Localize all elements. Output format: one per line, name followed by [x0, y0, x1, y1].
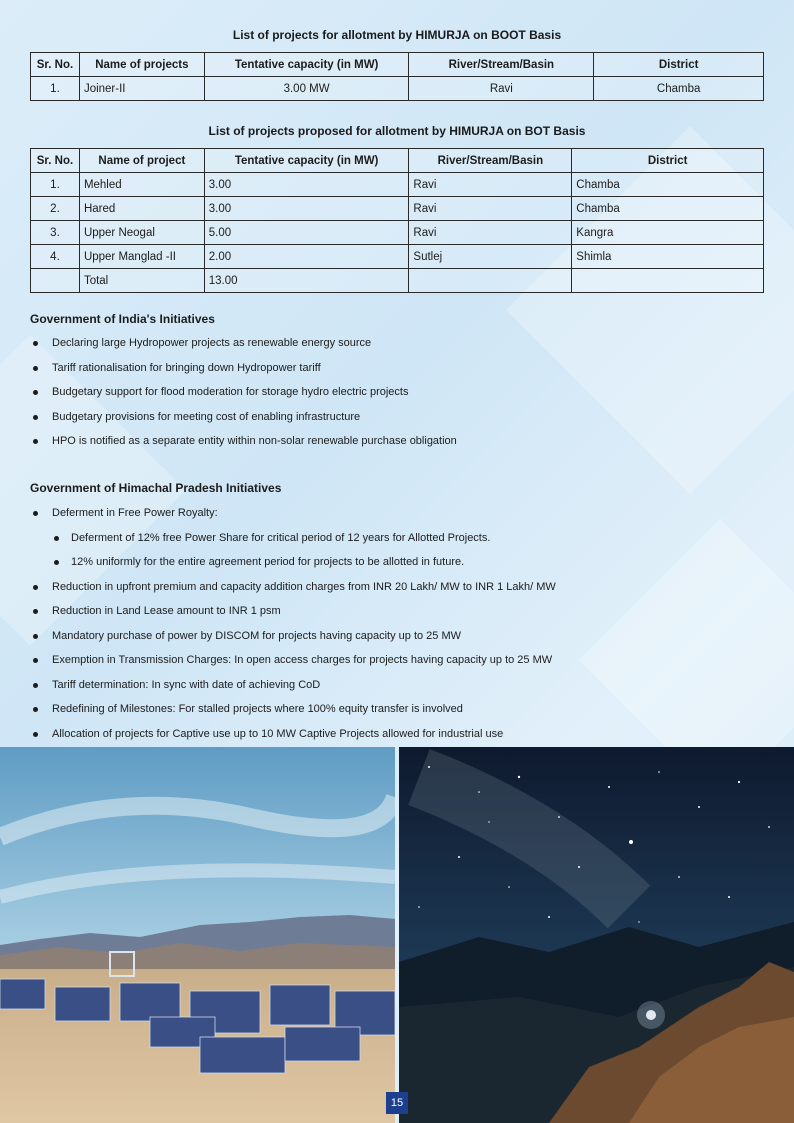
list-item: Deferment in Free Power Royalty: — [30, 506, 556, 531]
cell-river: Sutlej — [409, 245, 572, 269]
header-capacity: Tentative capacity (in MW) — [204, 53, 409, 77]
header-capacity: Tentative capacity (in MW) — [204, 149, 409, 173]
cell-name: Upper Manglad -II — [79, 245, 204, 269]
cell-sr-no: 1. — [31, 173, 80, 197]
cell-total-label: Total — [79, 269, 204, 293]
list-item: Redefining of Milestones: For stalled projects where 100% equity transfer is involved — [30, 702, 556, 727]
page-number: 15 — [386, 1092, 408, 1114]
list-item: Tariff determination: In sync with date of achieving CoD — [30, 678, 556, 703]
cell-name: Mehled — [79, 173, 204, 197]
cell-capacity: 3.00 MW — [204, 77, 409, 101]
table-row — [31, 173, 764, 197]
cell-district: Chamba — [594, 77, 764, 101]
goi-list — [30, 336, 457, 459]
list-item: Tariff rationalisation for bringing down Hydropower tariff — [30, 361, 457, 386]
table-row — [31, 221, 764, 245]
header-district: District — [594, 53, 764, 77]
cell-name: Upper Neogal — [79, 221, 204, 245]
cell-sr-no: 4. — [31, 245, 80, 269]
cell-sr-no: 2. — [31, 197, 80, 221]
table-row — [31, 77, 764, 101]
header-name: Name of projects — [79, 53, 204, 77]
list-item: Mandatory purchase of power by DISCOM for projects having capacity up to 25 MW — [30, 629, 556, 654]
cell-district — [572, 269, 764, 293]
cell-district: Chamba — [572, 173, 764, 197]
list-item: Budgetary support for flood moderation for storage hydro electric projects — [30, 385, 457, 410]
goi-heading: Government of India's Initiatives — [30, 312, 215, 326]
cell-sr-no: 3. — [31, 221, 80, 245]
header-name: Name of project — [79, 149, 204, 173]
cell-capacity: 2.00 — [204, 245, 409, 269]
header-district: District — [572, 149, 764, 173]
cell-capacity: 3.00 — [204, 197, 409, 221]
table-total-row — [31, 269, 764, 293]
list-item: Allocation of projects for Captive use up to 10 MW Captive Projects allowed for industrial use — [30, 727, 556, 752]
sub-list-item: 12% uniformly for the entire agreement period for projects to be allotted in future. — [30, 555, 556, 580]
list-item: HPO is notified as a separate entity within non-solar renewable purchase obligation — [30, 434, 457, 459]
cell-river: Ravi — [409, 77, 594, 101]
header-sr-no: Sr. No. — [31, 149, 80, 173]
cell-district: Chamba — [572, 197, 764, 221]
cell-river: Ravi — [409, 221, 572, 245]
table-header-row — [31, 149, 764, 173]
table-header-row — [31, 53, 764, 77]
cell-name: Hared — [79, 197, 204, 221]
bot-projects-table — [30, 148, 764, 293]
list-item: Budgetary provisions for meeting cost of enabling infrastructure — [30, 410, 457, 435]
table2-title: List of projects proposed for allotment by HIMURJA on BOT Basis — [208, 124, 586, 138]
cell-district: Kangra — [572, 221, 764, 245]
cell-river: Ravi — [409, 197, 572, 221]
list-item: Reduction in upfront premium and capacity addition charges from INR 20 Lakh/ MW to INR 1 Lakh/ MW — [30, 580, 556, 605]
gohp-heading: Government of Himachal Pradesh Initiatives — [30, 481, 282, 495]
header-river: River/Stream/Basin — [409, 149, 572, 173]
boot-projects-table — [30, 52, 764, 101]
night-sky-photo — [399, 747, 794, 1123]
cell-name: Joiner-II — [79, 77, 204, 101]
header-sr-no: Sr. No. — [31, 53, 80, 77]
header-river: River/Stream/Basin — [409, 53, 594, 77]
cell-district: Shimla — [572, 245, 764, 269]
cell-total-capacity: 13.00 — [204, 269, 409, 293]
cell-river: Ravi — [409, 173, 572, 197]
table-row — [31, 197, 764, 221]
sub-list-item: Deferment of 12% free Power Share for critical period of 12 years for Allotted Projects. — [30, 531, 556, 556]
solar-farm-photo — [0, 747, 395, 1123]
list-item: Declaring large Hydropower projects as renewable energy source — [30, 336, 457, 361]
list-item: Exemption in Transmission Charges: In open access charges for projects having capacity up to 25 MW — [30, 653, 556, 678]
table-row — [31, 245, 764, 269]
cell-sr-no — [31, 269, 80, 293]
cell-river — [409, 269, 572, 293]
cell-capacity: 3.00 — [204, 173, 409, 197]
cell-sr-no: 1. — [31, 77, 80, 101]
table1-title: List of projects for allotment by HIMURJA on BOOT Basis — [232, 28, 562, 42]
list-item: Reduction in Land Lease amount to INR 1 psm — [30, 604, 556, 629]
cell-capacity: 5.00 — [204, 221, 409, 245]
gohp-list — [30, 506, 556, 751]
